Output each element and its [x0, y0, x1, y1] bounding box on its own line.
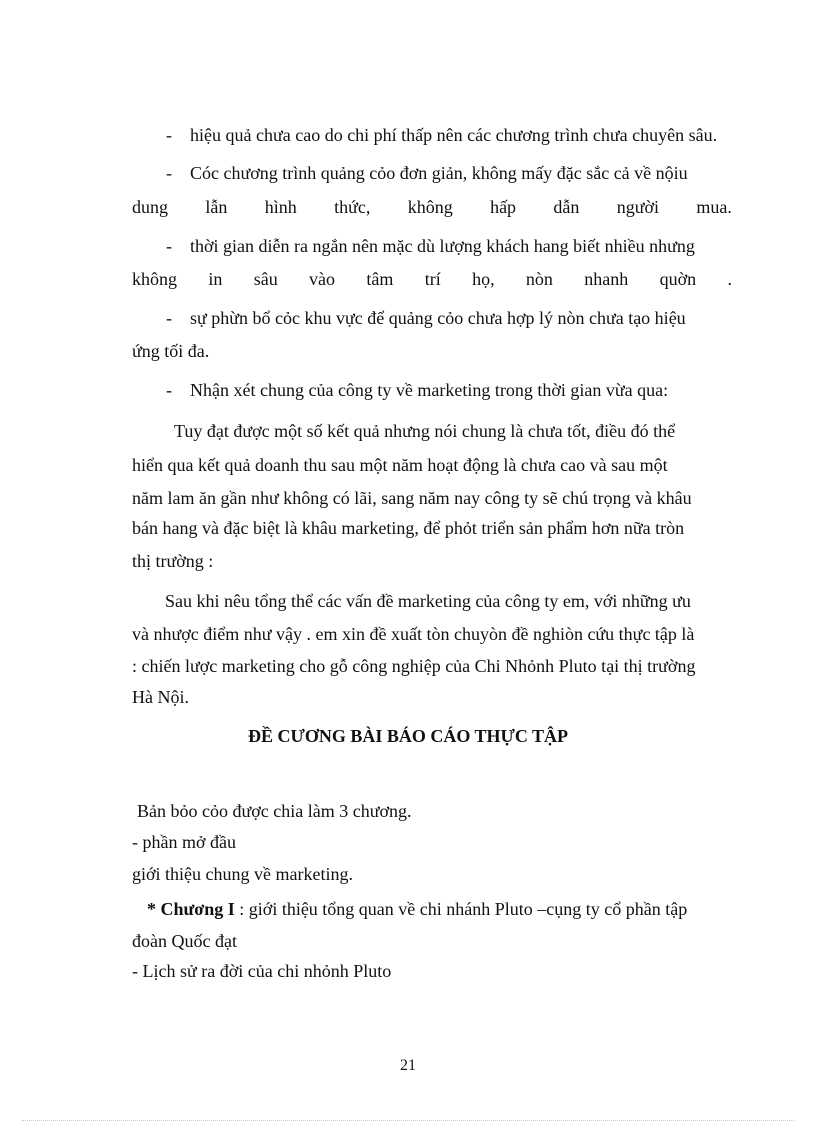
paragraph-line: hiển qua kết quả doanh thu sau một năm hoạt động là chưa cao và sau một [132, 455, 668, 475]
word: in [208, 269, 223, 289]
paragraph-line: và nhược điểm như vậy . em xin đề xuất tòn chuyòn đề nghiòn cứu thực tập là [132, 624, 695, 644]
word: không [132, 269, 177, 289]
word: nòn [525, 269, 553, 289]
outline-line: Bản bỏo cỏo được chia làm 3 chương. [137, 801, 412, 821]
bullet-text: hiệu quả chưa cao do chi phí thấp nên các chương trình chưa chuyên sâu. [190, 125, 718, 145]
outline-line: - phần mở đầu [132, 832, 236, 852]
bullet-dash: - [166, 308, 172, 328]
chapter-line [147, 898, 687, 920]
word: nhanh [584, 269, 629, 289]
outline-line: - Lịch sử ra đời của chi nhỏnh Pluto [132, 961, 392, 981]
justified-line [132, 268, 732, 290]
bullet-text: Cóc chương trình quảng cỏo đơn giản, không mấy đặc sắc cả về nộiu [190, 163, 688, 183]
bullet-dash: - [166, 380, 172, 400]
bullet-text: Nhận xét chung của công ty về marketing trong thời gian vừa qua: [190, 380, 669, 400]
word: sâu [253, 269, 278, 289]
word: quờn [659, 269, 697, 289]
page-edge-divider [22, 1120, 794, 1121]
bullet-dash: - [166, 125, 172, 145]
paragraph-line: Tuy đạt được một số kết quả nhưng nói chung là chưa tốt, điều đó thể [174, 421, 676, 441]
word: vào [309, 269, 336, 289]
bullet-text: thời gian diễn ra ngắn nên mặc dù lượng khách hang biết nhiều nhưng [190, 236, 695, 256]
word: thức, [334, 197, 371, 217]
bullet-text: sự phừn bổ cỏc khu vực để quảng cỏo chưa hợp lý nòn chưa tạo hiệu [190, 308, 686, 328]
paragraph-line: : chiến lược marketing cho gỗ công nghiệp của Chi Nhỏnh Pluto tại thị trường [132, 656, 696, 676]
paragraph-line: thị trường : [132, 551, 214, 571]
word: người [616, 197, 660, 217]
word: lẫn [205, 197, 228, 217]
outline-line: giới thiệu chung về marketing. [132, 864, 353, 884]
paragraph-line: năm lam ăn gần như không có lãi, sang năm nay công ty sẽ chú trọng và khâu [132, 488, 692, 508]
word: dẫn [553, 197, 580, 217]
bullet-dash: - [166, 236, 172, 256]
section-heading: ĐỀ CƯƠNG BÀI BÁO CÁO THỰC TẬP [247, 726, 569, 746]
word: trí [424, 269, 441, 289]
paragraph-line: bán hang và đặc biệt là khâu marketing, để phỏt triển sản phẩm hơn nữa tròn [132, 518, 685, 538]
word: mua. [696, 197, 732, 217]
chapter-title: : giới thiệu tổng quan về chi nhánh Pluto –cụng ty cổ phần tập [234, 899, 688, 919]
bullet-text-continued: ứng tối đa. [132, 341, 210, 361]
word: không [407, 197, 453, 217]
word: . [727, 269, 732, 289]
outline-line: đoàn Quốc đạt [132, 931, 237, 951]
chapter-label: * Chương I [147, 899, 235, 919]
justified-line [132, 196, 732, 218]
bullet-dash: - [166, 163, 172, 183]
word: hình [264, 197, 297, 217]
paragraph-line: Hà Nội. [132, 687, 189, 707]
word: họ, [472, 269, 495, 289]
paragraph-line: Sau khi nêu tổng thể các vấn đề marketing của công ty em, với những ưu [165, 591, 691, 611]
word: dung [132, 197, 168, 217]
word: hấp [490, 197, 517, 217]
word: tâm [366, 269, 394, 289]
page-number: 21 [400, 1057, 416, 1074]
